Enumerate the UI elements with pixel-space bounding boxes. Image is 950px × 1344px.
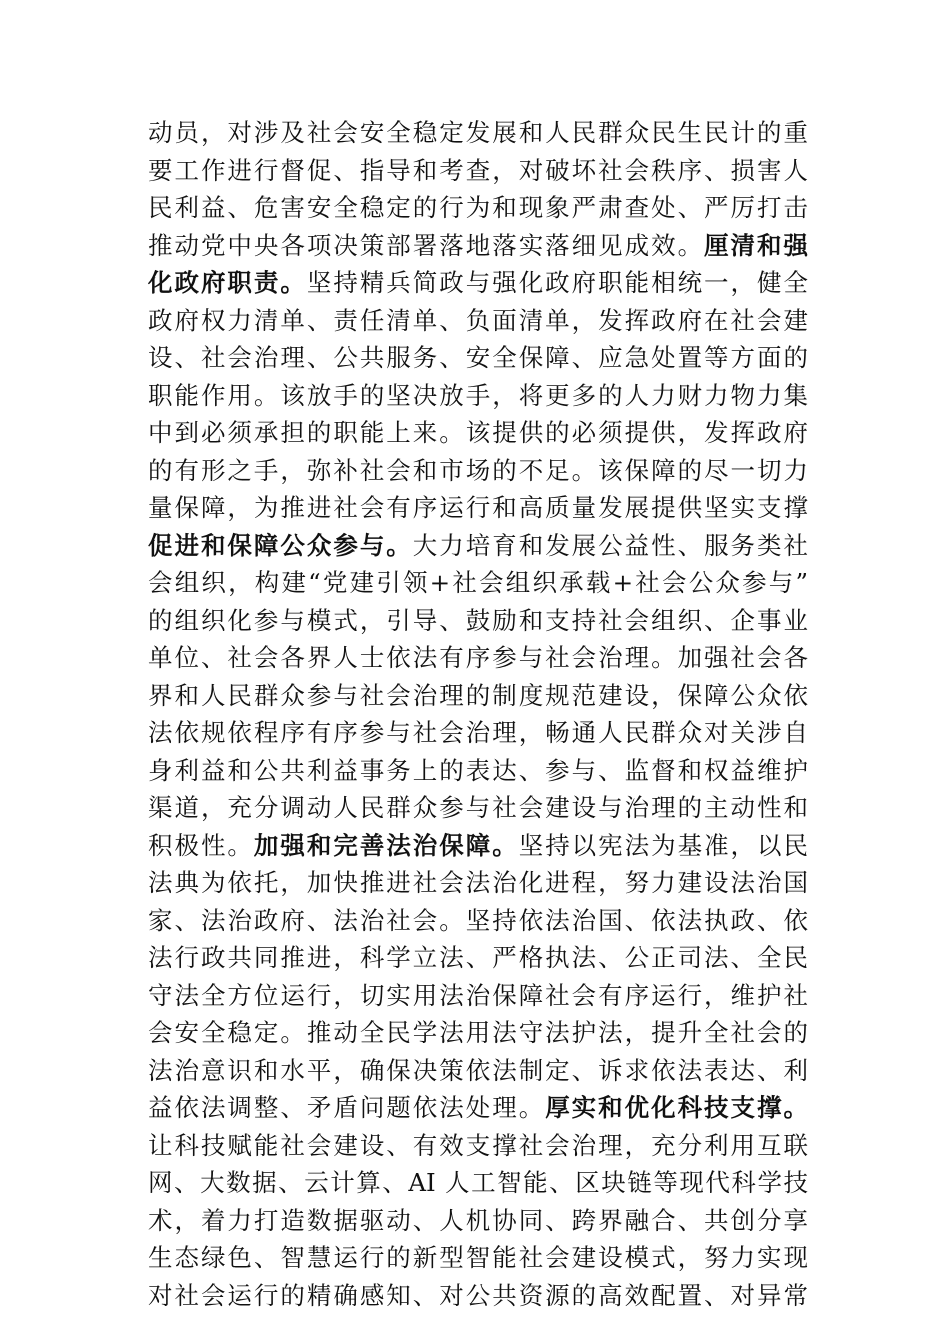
text-segment: 术，着力打造数据驱动、人机协同、跨界融合、共创分享 (148, 1205, 808, 1235)
text-segment: 对社会运行的精确感知、对公共资源的高效配置、对异常 (148, 1280, 808, 1310)
text-line (148, 752, 808, 790)
text-line (148, 302, 808, 340)
text-segment: 民利益、危害安全稳定的行为和现象严肃查处、严厉打击 (148, 193, 808, 222)
text-line (148, 827, 808, 865)
text-segment: 政府权力清单、责任清单、负面清单，发挥政府在社会建 (148, 305, 808, 335)
text-segment: 守法全方位运行，切实用法治保障社会有序运行，维护社 (148, 980, 808, 1010)
text-line (148, 489, 808, 527)
text-line (148, 1127, 808, 1165)
text-line (148, 1014, 808, 1052)
text-line (148, 1277, 808, 1315)
text-segment: 坚持以宪法为基准，以民 (518, 830, 809, 860)
text-line (148, 602, 808, 640)
text-line (148, 639, 808, 677)
bold-heading-text: 化政府职责。 (148, 268, 307, 297)
text-line (148, 864, 808, 902)
bold-heading-text: 厘清和强 (704, 230, 808, 260)
text-segment: 生态绿色、智慧运行的新型智能社会建设模式，努力实现 (148, 1243, 808, 1272)
text-segment: 设、社会治理、公共服务、安全保障、应急处置等方面的 (148, 343, 808, 372)
text-segment: 会安全稳定。推动全民学法用法守法护法，提升全社会的 (148, 1018, 808, 1047)
text-segment: 要工作进行督促、指导和考查，对破坏社会秩序、损害人 (148, 155, 808, 185)
text-segment: 法依规依程序有序参与社会治理，畅通人民群众对关涉自 (148, 718, 808, 747)
text-segment: 法典为依托，加快推进社会法治化进程，努力建设法治国 (148, 868, 808, 897)
text-segment: 让科技赋能社会建设、有效支撑社会治理，充分利用互联 (148, 1130, 808, 1160)
text-segment: 职能作用。该放手的坚决放手，将更多的人力财力物力集 (148, 380, 808, 410)
text-line (148, 677, 808, 715)
text-line (148, 714, 808, 752)
text-line (148, 152, 808, 190)
text-line (148, 1239, 808, 1277)
text-line (148, 414, 808, 452)
text-segment: 坚持精兵简政与强化政府职能相统一，健全 (306, 268, 808, 297)
bold-heading-text: 厚实和优化科技支撑。 (545, 1093, 808, 1122)
text-segment: 网、大数据、云计算、AI 人工智能、区块链等现代科学技 (148, 1168, 808, 1197)
text-segment: 积极性。 (148, 830, 254, 860)
text-line (148, 939, 808, 977)
text-line (148, 977, 808, 1015)
text-segment: 益依法调整、矛盾问题依法处理。 (148, 1093, 546, 1122)
text-line (148, 264, 808, 302)
bold-heading-text: 加强和完善法治保障。 (253, 830, 519, 860)
text-segment: 推动党中央各项决策部署落地落实落细见成效。 (148, 230, 705, 260)
text-segment: 大力培育和发展公益性、服务类社 (412, 530, 809, 560)
text-segment: 动员，对涉及社会安全稳定发展和人民群众民生民计的重 (148, 118, 808, 147)
text-line (148, 227, 808, 265)
text-segment: 中到必须承担的职能上来。该提供的必须提供，发挥政府 (148, 418, 808, 447)
text-segment: 会组织，构建“党建引领+社会组织承载+社会公众参与” (148, 568, 808, 597)
text-line (148, 114, 808, 152)
text-line (148, 1164, 808, 1202)
text-segment: 家、法治政府、法治社会。坚持依法治国、依法执政、依 (148, 905, 808, 935)
text-line (148, 1052, 808, 1090)
text-segment: 的有形之手，弥补社会和市场的不足。该保障的尽一切力 (148, 455, 808, 485)
text-segment: 身利益和公共利益事务上的表达、参与、监督和权益维护 (148, 755, 808, 785)
text-line (148, 1089, 808, 1127)
text-line (148, 902, 808, 940)
text-line (148, 564, 808, 602)
text-line (148, 789, 808, 827)
bold-heading-text: 促进和保障公众参与。 (148, 530, 413, 560)
text-segment: 法治意识和水平，确保决策依法制定、诉求依法表达、利 (148, 1055, 808, 1085)
text-segment: 渠道，充分调动人民群众参与社会建设与治理的主动性和 (148, 793, 808, 822)
text-segment: 法行政共同推进，科学立法、严格执法、公正司法、全民 (148, 943, 808, 972)
text-line (148, 189, 808, 227)
text-line (148, 527, 808, 565)
text-line (148, 377, 808, 415)
text-segment: 量保障，为推进社会有序运行和高质量发展提供坚实支撑 (148, 493, 808, 522)
text-segment: 的组织化参与模式，引导、鼓励和支持社会组织、企事业 (148, 605, 808, 635)
text-line (148, 452, 808, 490)
text-segment: 界和人民群众参与社会治理的制度规范建设，保障公众依 (148, 680, 808, 710)
text-line (148, 1202, 808, 1240)
text-line (148, 339, 808, 377)
text-segment: 单位、社会各界人士依法有序参与社会治理。加强社会各 (148, 643, 808, 672)
body-paragraph (148, 114, 808, 1314)
